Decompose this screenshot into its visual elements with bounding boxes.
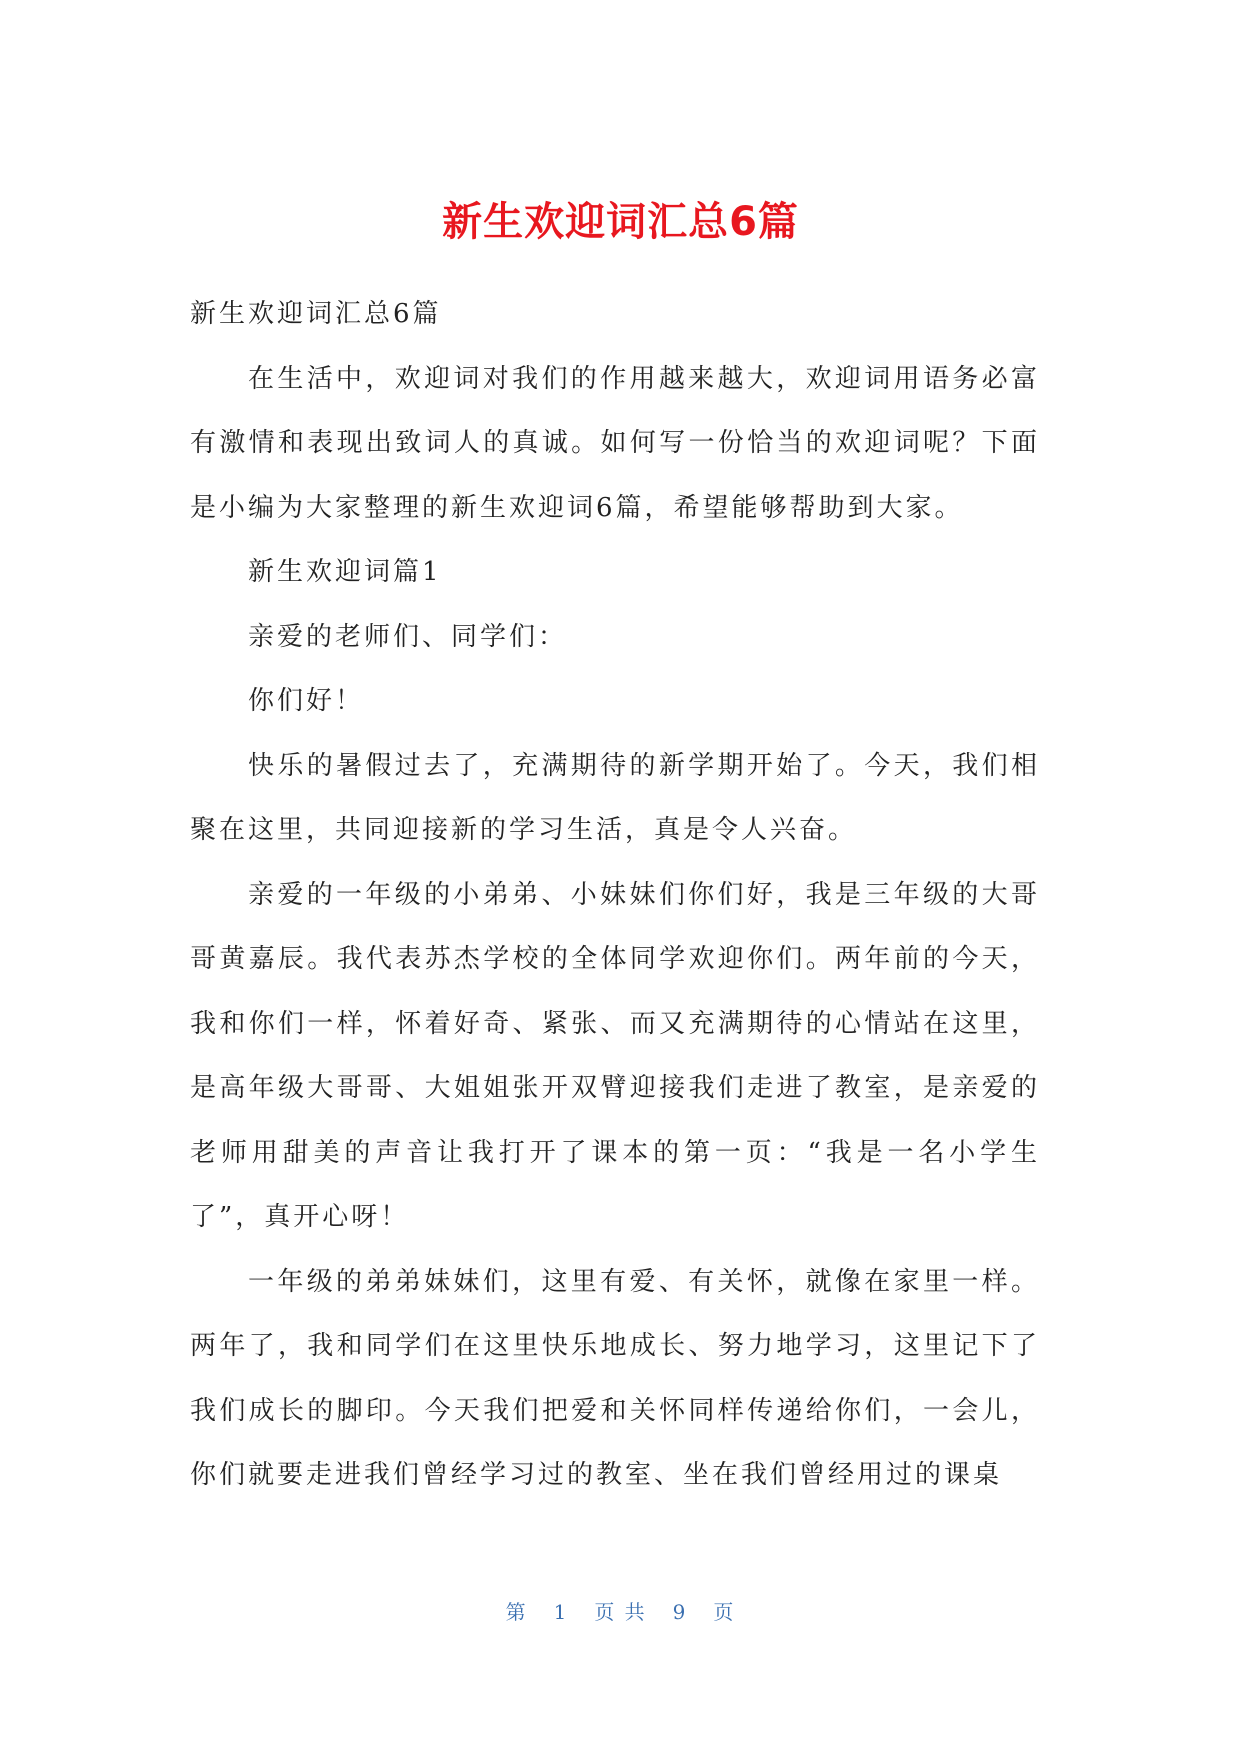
- body-paragraph: 一年级的弟弟妹妹们，这里有爱、有关怀，就像在家里一样。两年了，我和同学们在这里快乐地成长、努力地学习，这里记下了我们成长的脚印。今天我们把爱和关怀同样传递给你们，一会儿，你们就要走进我们曾经学习过的教室、坐在我们曾经用过的课桌: [190, 1266, 1040, 1490]
- intro-paragraph: 在生活中，欢迎词对我们的作用越来越大，欢迎词用语务必富有激情和表现出致词人的真诚。如何写一份恰当的欢迎词呢？下面是小编为大家整理的新生欢迎词6篇，希望能够帮助到大家。: [190, 363, 1040, 523]
- page-footer: [0, 1596, 1241, 1625]
- salutation-paragraph: 亲爱的老师们、同学们：: [248, 621, 568, 652]
- section-heading: 新生欢迎词篇1: [248, 557, 442, 587]
- footer-total-pages: 9: [672, 1600, 688, 1624]
- footer-middle: 页 共: [594, 1600, 647, 1624]
- greeting-paragraph: 你们好！: [248, 686, 365, 716]
- document-body: [190, 282, 1040, 1508]
- document-title: 新生欢迎词汇总6篇: [442, 199, 799, 245]
- footer-suffix: 页: [713, 1600, 736, 1624]
- subtitle-paragraph: 新生欢迎词汇总6篇: [190, 299, 442, 329]
- footer-prefix: 第: [505, 1600, 528, 1624]
- body-paragraph: 亲爱的一年级的小弟弟、小妹妹们你们好，我是三年级的大哥哥黄嘉辰。我代表苏杰学校的全体同学欢迎你们。两年前的今天，我和你们一样，怀着好奇、紧张、而又充满期待的心情站在这里，是高年级大哥哥、大姐姐张开双臂迎接我们走进了教室，是亲爱的老师用甜美的声音让我打开了课本的第一页：“我是一名小学生了”，真开心呀！: [190, 879, 1040, 1232]
- body-paragraph: 快乐的暑假过去了，充满期待的新学期开始了。今天，我们相聚在这里，共同迎接新的学习生活，真是令人兴奋。: [190, 750, 1040, 845]
- footer-current-page: 1: [553, 1600, 569, 1624]
